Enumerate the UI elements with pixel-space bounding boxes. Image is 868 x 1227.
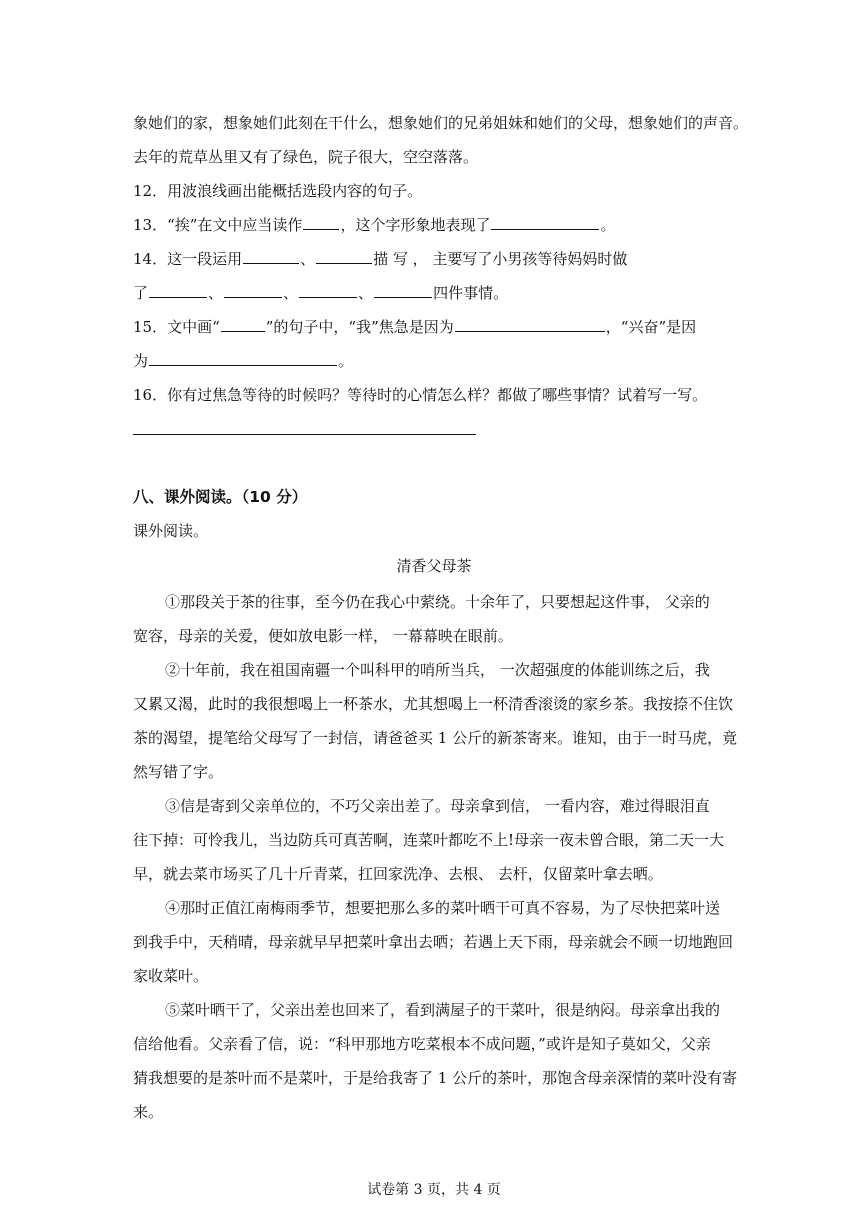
q15-mark-sample	[221, 317, 265, 332]
para-3-line-2: 往下掉：可怜我儿，当边防兵可真苦啊，连菜叶都吃不上!母亲一夜未曾合眼，第二天一大	[133, 831, 725, 849]
q13-text-c: 。	[600, 216, 616, 234]
para-4-line-1: ④那时正值江南梅雨季节，想要把那么多的菜叶晒干可真不容易，为了尽快把菜叶送	[165, 899, 721, 917]
para-1-line-2: 宽容，母亲的关爱，便如放电影一样， 一幕幕映在眼前。	[133, 627, 513, 645]
q14-blank-thing-3[interactable]	[299, 283, 357, 298]
q14-blank-thing-1[interactable]	[149, 283, 207, 298]
q16-answer-line[interactable]	[133, 434, 476, 435]
para-3-line-3: 早，就去菜市场买了几十斤青菜，扛回家洗净、去根、 去杆，仅留菜叶拿去晒。	[133, 865, 663, 883]
q15-blank-excited-reason[interactable]	[149, 351, 337, 366]
q15-text-b: ”的句子中，“我”焦急是因为	[265, 318, 454, 336]
para-2-line-4: 然写错了字。	[133, 763, 224, 781]
q15-blank-anxious-reason[interactable]	[455, 317, 605, 332]
para-5-line-1: ⑤菜叶晒干了，父亲出差也回来了，看到满屋子的干菜叶，很是纳闷。母亲拿出我的	[165, 1001, 721, 1019]
q13-text-a: 13．“挨”在文中应当读作	[133, 216, 303, 234]
q14-blank-method-2[interactable]	[316, 249, 372, 264]
page-footer: 试卷第 3 页，共 4 页	[367, 1182, 501, 1198]
para-2-line-3: 茶的渴望，提笔给父母写了一封信，请爸爸买 1 公斤的新茶寄来。谁知，由于一时马虎，竟	[133, 729, 738, 747]
q15-text-c: ，“兴奋”是因	[605, 318, 697, 336]
intro-line-2: 去年的荒草丛里又有了绿色，院子很大，空空落落。	[133, 148, 479, 166]
question-14-line-1	[133, 249, 627, 269]
para-5-line-4: 来。	[133, 1103, 164, 1121]
section-8-heading: 八、课外阅读。（10 分）	[133, 488, 308, 506]
q13-blank-pronunciation[interactable]	[303, 215, 339, 230]
q14-text-e: 四件事情。	[433, 284, 509, 302]
q15-text-a: 15．文中画“	[133, 318, 220, 336]
para-2-line-1: ②十年前，我在祖国南疆一个叫科甲的哨所当兵， 一次超强度的体能训练之后，我	[165, 661, 710, 679]
q14-blank-thing-4[interactable]	[374, 283, 432, 298]
q14-blank-method-1[interactable]	[243, 249, 299, 264]
q15-text-e: 。	[338, 352, 354, 370]
passage-title: 清香父母茶	[396, 557, 472, 575]
q14-sep-3: 、	[358, 284, 374, 302]
q14-text-c: 了	[133, 284, 149, 302]
question-12: 12．用波浪线画出能概括选段内容的句子。	[133, 182, 423, 200]
q14-sep-2: 、	[283, 284, 299, 302]
para-4-line-2: 到我手中，天稍晴，母亲就早早把菜叶拿出去晒；若遇上天下雨，母亲就会不顾一切地跑回	[133, 933, 734, 951]
q14-text-a: 14．这一段运用	[133, 250, 243, 268]
q14-sep: 、	[300, 250, 316, 268]
section-8-subtitle: 课外阅读。	[133, 522, 209, 540]
question-15-line-2	[133, 351, 353, 371]
para-2-line-2: 又累又渴，此时的我很想喝上一杯茶水，尤其想喝上一杯清香滚烫的家乡茶。我按捺不住饮	[133, 695, 734, 713]
q14-sep-1: 、	[208, 284, 224, 302]
para-4-line-3: 家收菜叶。	[133, 967, 209, 985]
question-13	[133, 215, 615, 235]
intro-line-1: 象她们的家，想象她们此刻在干什么，想象她们的兄弟姐妹和她们的父母，想象她们的声音。	[133, 114, 749, 132]
para-3-line-1: ③信是寄到父亲单位的，不巧父亲出差了。母亲拿到信， 一看内容，难过得眼泪直	[165, 797, 710, 815]
question-16: 16．你有过焦急等待的时候吗？等待时的心情怎么样？都做了哪些事情？试着写一写。	[133, 386, 708, 404]
question-15-line-1	[133, 317, 696, 337]
para-5-line-2: 信给他看。父亲看了信，说：“科甲那地方吃菜根本不成问题，”或许是知子莫如父，父亲	[133, 1035, 711, 1053]
q14-text-b: 描 写 ， 主要写了小男孩等待妈妈时做	[373, 250, 628, 268]
para-5-line-3: 猜我想要的是茶叶而不是菜叶，于是给我寄了 1 公斤的茶叶，那饱含母亲深情的菜叶没有寄	[133, 1069, 738, 1087]
question-14-line-2	[133, 283, 508, 303]
q13-blank-meaning[interactable]	[491, 215, 599, 230]
q13-text-b: ，这个字形象地表现了	[340, 216, 491, 234]
para-1-line-1: ①那段关于茶的往事，至今仍在我心中萦绕。十余年了，只要想起这件事， 父亲的	[165, 593, 710, 611]
q15-text-d: 为	[133, 352, 149, 370]
q14-blank-thing-2[interactable]	[224, 283, 282, 298]
